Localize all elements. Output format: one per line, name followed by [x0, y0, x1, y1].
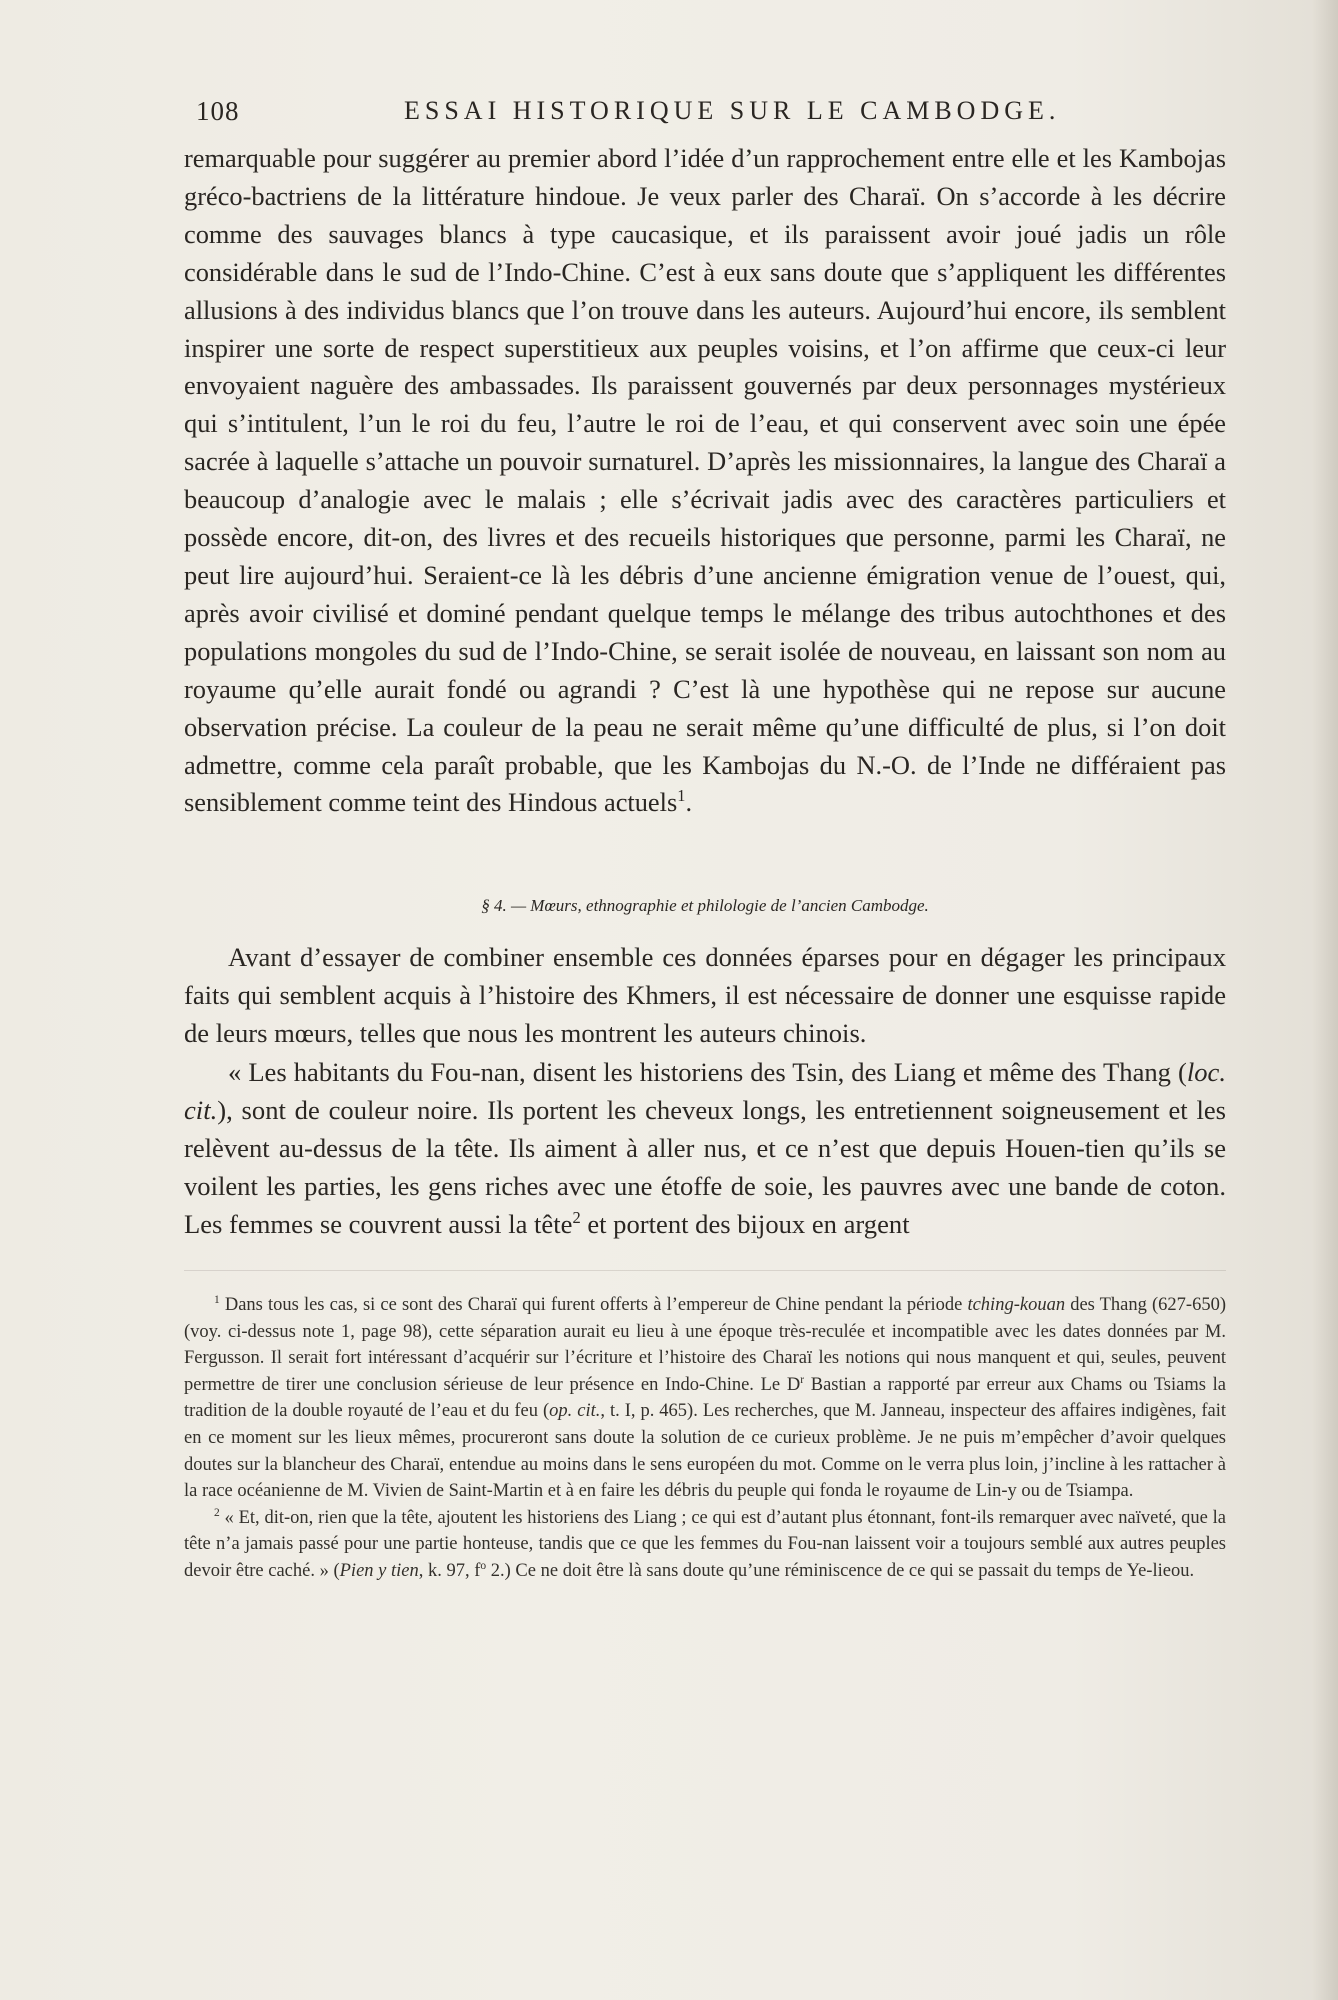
- paragraph-intro: Avant d’essayer de combiner ensemble ces données éparses pour en dégager les principaux faits qui semblent acquis à l’histoire des Khmers, il est nécessaire de donner une esquisse rapide de leurs mœurs, telles que nous les montrent les auteurs chinois.: [184, 942, 1226, 1049]
- paragraph-quote: « Les habitants du Fou-nan, disent les historiens des Tsin, des Liang et même des Thang (loc. cit.), sont de couleur noire. Ils portent les cheveux longs, les entretiennent soigneusement et les relèvent au-dessus de la tête. Ils aiment à aller nus, et ce n’est que depuis Houen-tien qu’ils se voilent les parties, les gens riches avec une étoffe de soie, les pauvres avec une bande de coton. Les femmes se couvrent aussi la tête$^2$ et portent des bijoux en argent: [184, 1056, 1226, 1240]
- paragraph-charai: remarquable pour suggérer au premier abord l’idée d’un rapprochement entre elle et les Kambojas gréco-bactriens de la littérature hindoue. Je veux parler des Charaï. On s’accorde à les décrire comme des sauvages blancs à type caucasique, et ils paraissent avoir joué jadis un rôle considérable dans le sud de l’Indo-Chine. C’est à eux sans doute que s’appliquent les différentes allusions à des individus blancs que l’on trouve dans les auteurs. Aujourd’hui encore, ils semblent inspirer une sorte de respect superstitieux aux peuples voisins, et l’on affirme que ceux-ci leur envoyaient naguère des ambassades. Ils paraissent gouvernés par deux personnages mystérieux qui s’intitulent, l’un le roi du feu, l’autre le roi de l’eau, et qui conservent avec soin une épée sacrée à laquelle s’attache un pouvoir surnaturel. D’après les missionnaires, la langue des Charaï a beaucoup d’analogie avec le malais ; elle s’écrivait jadis avec des caractères particuliers et possède encore, dit-on, des livres et des recueils historiques que personne, parmi les Charaï, ne peut lire aujourd’hui. Seraient-ce là les débris d’une ancienne émigration venue de l’ouest, qui, après avoir civilisé et dominé pendant quelque temps le mélange des tribus autochthones et des populations mongoles du sud de l’Indo-Chine, se serait isolée de nouveau, en laissant son nom au royaume qu’elle aurait fondé ou agrandi ? C’est là une hypothèse qui ne repose sur aucune observation précise. La couleur de la peau ne serait même qu’une difficulté de plus, si l’on doit admettre, comme cela paraît probable, que les Kambojas du N.-O. de l’Inde ne différaient pas sensiblement comme teint des Hindous actuels$^1$.: [184, 143, 1226, 818]
- running-header: [196, 90, 1226, 132]
- footnotes: [184, 1292, 1226, 1585]
- footnote-1: $^1$ Dans tous les cas, si ce sont des Charaï qui furent offerts à l’empereur de Chine pendant la période tching-kouan des Thang (627-650) (voy. ci-dessus note 1, page 98), cette séparation aurait eu lieu à une époque très-reculée et incompatible avec les dates données par M. Fergusson. Il serait fort intéressant d’acquérir sur l’écriture et l’histoire des Charaï les notions qui nous manquent et qui, seules, peuvent permettre de tirer une conclusion sérieuse de leur présence en Indo-Chine. Le $D^r$ Bastian a rapporté par erreur aux Chams ou Tsiams la tradition de la double royauté de l’eau et du feu (op. cit., t. I, p. 465). Les recherches, que M. Janneau, inspecteur des affaires indigènes, fait en ce moment sur les lieux mêmes, procureront sans doute la solution de ce curieux problème. Je ne puis m’empêcher d’avoir quelques doutes sur la blancheur des Charaï, entendue au moins dans le sens européen du mot. Comme on le verra plus loin, j’incline à les rattacher à la race océanienne de M. Vivien de Saint-Martin et à en faire les débris du peuple qui fonda le royaume de Lin-y ou de Tsiampa.: [184, 1293, 1226, 1502]
- footnote-2: $^2$ « Et, dit-on, rien que la tête, ajoutent les historiens des Liang ; ce qui est d’autant plus étonnant, font-ils remarquer avec naïveté, que la tête n’a jamais passé pour une partie honteuse, tandis que ce que les femmes du Fou-nan laissent voir a toujours semblé aux autres peuples devoir être caché. » (Pien y tien, k. 97, $f^o$ 2.) Ce ne doit être là sans doute qu’une réminiscence de ce qui se passait du temps de Ye-lieou.: [184, 1506, 1226, 1581]
- footnote-ref-1: 1: [677, 786, 686, 806]
- main-text: [184, 140, 1226, 822]
- section-heading: § 4. — Mœurs, ethnographie et philologie de l’ancien Cambodge.: [481, 896, 929, 915]
- page-number: 108: [196, 96, 240, 126]
- footnote-divider: [184, 1270, 1226, 1271]
- footnote-ref-2: 2: [572, 1208, 581, 1228]
- running-title: ESSAI HISTORIQUE SUR LE CAMBODGE.: [404, 96, 1061, 125]
- section-text: [184, 938, 1226, 1244]
- page-edge-shadow: [1312, 0, 1338, 2000]
